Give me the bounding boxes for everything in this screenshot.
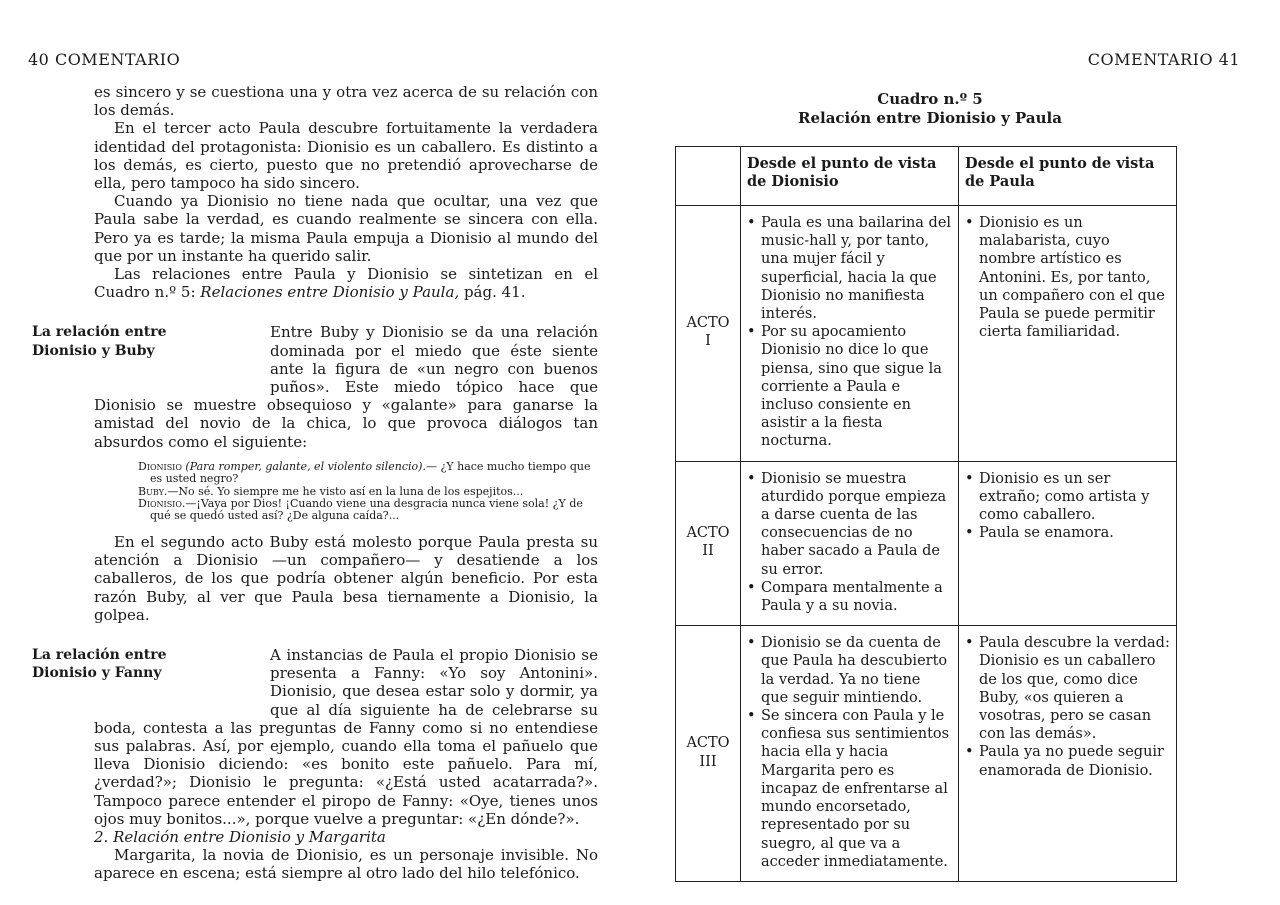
dionisio-view-cell bbox=[741, 206, 959, 462]
intro-p4-start: Las relaciones entre Paula y Dionisio se sintetizan en el Cuadro n.º 5: bbox=[94, 265, 598, 302]
fanny-paragraph: A instancias de Paula el propio Dionisio se presenta a Fanny: «Yo soy Antonini». Dionisio, que desea estar solo y dormir, ya que al día siguiente ha de celebrarse su boda, contesta a las preguntas de Fanny como si no entendiese sus palabras. Así, por ejemplo, cuando ella toma el pañuelo que lleva Dionisio diciendo: «es bonito este pañuelo. Para mí, ¿verdad?»; Dionisio le pregunta: «¿Está usted acatarrada?». Tampoco parece entender el piropo de Fanny: «Oye, tienes unos ojos muy bonitos...», porque vuelve a preguntar: «¿En dónde?». bbox=[94, 645, 598, 828]
list-item: • Dionisio se da cuenta de que Paula ha descubierto la verdad. Ya no tiene que seguir mintiendo. bbox=[747, 634, 952, 707]
intro-paragraph-3: Cuando ya Dionisio no tiene nada que ocultar, una vez que Paula sabe la verdad, es cuando realmente se sincera con ella. Pero ya es tarde; la misma Paula empuja a Dionisio al mundo del que por un instante ha querido salir. bbox=[94, 192, 598, 265]
list-item: • Por su apocamiento Dionisio no dice lo que piensa, sino que sigue la corriente a Paula e incluso consiente en asistir a la fiesta nocturna. bbox=[747, 323, 952, 450]
list-item: • Paula descubre la verdad: Dionisio es un caballero de los que, como dice Buby, «os quieren a vosotras, pero se casan con las demás». bbox=[965, 634, 1170, 743]
relation-table bbox=[675, 146, 1177, 882]
header-paula: Desde el punto de vista de Paula bbox=[959, 147, 1177, 206]
paula-view-cell bbox=[959, 461, 1177, 626]
list-item: • Se sincera con Paula y le confiesa sus sentimientos hacia ella y hacia Margarita pero es incapaz de enfrentarse al mundo encorsetado, representado por su suegro, al que va a acceder inmediatamente. bbox=[747, 707, 952, 871]
header-dionisio: Desde el punto de vista de Dionisio bbox=[741, 147, 959, 206]
caption-title: Relación entre Dionisio y Paula bbox=[798, 109, 1062, 127]
list-item: • Paula es una bailarina del music-hall y, por tanto, una mujer fácil y superficial, hacia la que Dionisio no manifiesta interés. bbox=[747, 214, 952, 323]
table-caption bbox=[770, 90, 1090, 128]
intro-paragraph-2: En el tercer acto Paula descubre fortuitamente la verdadera identidad del protagonista: Dionisio es un caballero. Es distinto a los demás, es cierto, puesto que no pretendió aprovecharse de ella, pero tampoco ha sido sincero. bbox=[94, 119, 598, 193]
dionisio-view-cell bbox=[741, 461, 959, 626]
dialogue-line-1: Dionisio (Para romper, galante, el violento silencio).— ¿Y hace mucho tiempo que es usted negro? bbox=[138, 459, 591, 486]
right-page bbox=[640, 0, 1280, 905]
header-empty-cell bbox=[676, 147, 741, 206]
left-running-header: 40 COMENTARIO bbox=[28, 50, 181, 69]
act-word: ACTO bbox=[686, 525, 730, 542]
fanny-section bbox=[32, 645, 598, 828]
fanny-margin-note: La relación entre Dionisio y Fanny bbox=[32, 646, 167, 682]
dialogue-line-3: Dionisio.—¡Vaya por Dios! ¡Cuando viene una desgracia nunca viene sola! ¿Y de qué se quedó usted así? ¿De alguna caída?... bbox=[138, 497, 583, 523]
act-number: III bbox=[699, 753, 717, 770]
act-word: ACTO bbox=[686, 315, 730, 332]
table-header-row bbox=[676, 147, 1177, 206]
list-item: • Dionisio se muestra aturdido porque empieza a darse cuenta de las consecuencias de no haber sacado a Paula de su error. bbox=[747, 470, 952, 579]
act-label-cell bbox=[676, 206, 741, 462]
left-body bbox=[32, 83, 598, 883]
act-number: II bbox=[702, 543, 714, 560]
act-label-cell bbox=[676, 626, 741, 882]
buby-after-paragraph: En el segundo acto Buby está molesto porque Paula presta su atención a Dionisio —un compañero— y desatiende a los caballeros, de los que podría obtener algún beneficio. Por esta razón Buby, al ver que Paula besa tiernamente a Dionisio, la golpea. bbox=[94, 532, 598, 624]
right-running-header: COMENTARIO 41 bbox=[1087, 50, 1240, 69]
buby-section bbox=[32, 323, 598, 624]
act-label-cell bbox=[676, 461, 741, 626]
margarita-paragraph: Margarita, la novia de Dionisio, es un personaje invisible. No aparece en escena; está siempre al otro lado del hilo telefónico. bbox=[94, 846, 598, 883]
table-row-acto-3 bbox=[676, 626, 1177, 882]
intro-paragraph-1: es sincero y se cuestiona una y otra vez acerca de su relación con los demás. bbox=[94, 83, 598, 120]
intro-p4-end: pág. 41. bbox=[459, 283, 526, 302]
caption-number: Cuadro n.º 5 bbox=[877, 90, 983, 108]
list-item: • Dionisio es un ser extraño; como artista y como caballero. bbox=[965, 470, 1170, 525]
list-item: • Dionisio es un malabarista, cuyo nombre artístico es Antonini. Es, por tanto, un compañero con el que Paula se puede permitir cierta familiaridad. bbox=[965, 214, 1170, 341]
buby-paragraph: Entre Buby y Dionisio se da una relación dominada por el miedo que éste siente ante la figura de «un negro con buenos puños». Este miedo tópico hace que Dionisio se muestre obsequioso y «galante» para ganarse la amistad del novio de la chica, lo que provoca diálogos tan absurdos como el siguiente: bbox=[94, 323, 598, 451]
dionisio-view-cell bbox=[741, 626, 959, 882]
list-item: • Paula se enamora. bbox=[965, 524, 1170, 542]
dialogue-quote bbox=[138, 461, 598, 523]
paula-view-cell bbox=[959, 206, 1177, 462]
list-item: • Compara mentalmente a Paula y a su novia. bbox=[747, 579, 952, 615]
act-number: I bbox=[705, 333, 711, 350]
dialogue-line-2: Buby.—No sé. Yo siempre me he visto así en la luna de los espejitos... bbox=[138, 484, 524, 498]
paula-view-cell bbox=[959, 626, 1177, 882]
buby-margin-note: La relación entre Dionisio y Buby bbox=[32, 324, 167, 359]
table-row-acto-2 bbox=[676, 461, 1177, 626]
intro-paragraph-4 bbox=[94, 265, 598, 301]
margarita-heading: 2. Relación entre Dionisio y Margarita bbox=[94, 827, 386, 846]
act-word: ACTO bbox=[686, 735, 730, 752]
table-row-acto-1 bbox=[676, 206, 1177, 462]
list-item: • Paula ya no puede seguir enamorada de Dionisio. bbox=[965, 743, 1170, 779]
intro-p4-italic-title: Relaciones entre Dionisio y Paula, bbox=[200, 283, 460, 302]
